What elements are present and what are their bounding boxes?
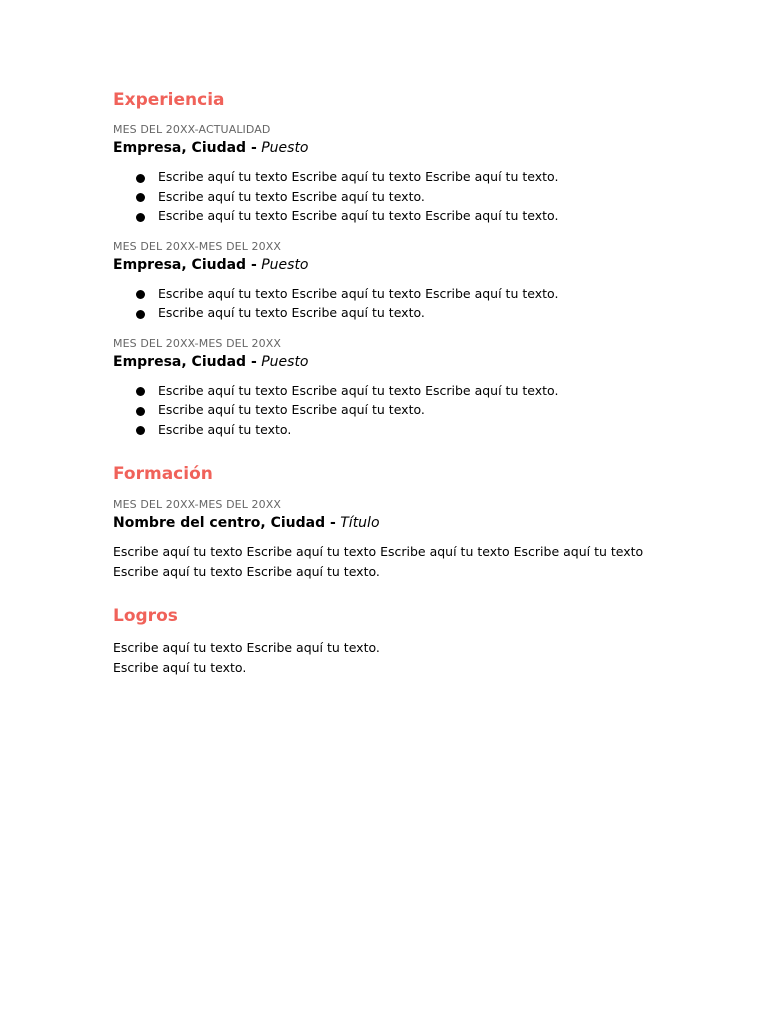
experience-entry: [113, 122, 673, 226]
education-description: Escribe aquí tu texto Escribe aquí tu texto Escribe aquí tu texto Escribe aquí tu texto Escribe aquí tu texto Escribe aquí tu texto.: [113, 544, 644, 579]
list-item: [113, 167, 673, 187]
entry-bullets: [113, 284, 673, 323]
bullet-icon: [136, 174, 145, 183]
entry-company: Empresa, Ciudad -: [113, 140, 257, 156]
experience-entry: [113, 239, 673, 323]
entry-bullets: [113, 381, 673, 440]
entry-title: [113, 255, 673, 275]
list-item: [113, 381, 673, 401]
entry-date: MES DEL 20XX-MES DEL 20XX: [113, 336, 281, 350]
experience-entry: [113, 336, 673, 440]
list-item-text: Escribe aquí tu texto Escribe aquí tu texto Escribe aquí tu texto.: [158, 169, 559, 184]
list-item: [113, 206, 673, 226]
bullet-icon: [136, 213, 145, 222]
bullet-icon: [136, 407, 145, 416]
entry-title: [113, 138, 673, 158]
bullet-icon: [136, 387, 145, 396]
education-section: [113, 460, 673, 581]
entry-company: Empresa, Ciudad -: [113, 353, 257, 370]
list-item: [113, 187, 673, 207]
achievements-text: Escribe aquí tu texto Escribe aquí tu texto. Escribe aquí tu texto.: [113, 640, 380, 675]
entry-institution: Nombre del centro, Ciudad -: [113, 515, 336, 531]
experience-section: [113, 86, 673, 439]
entry-title: [113, 513, 673, 533]
list-item-text: Escribe aquí tu texto Escribe aquí tu texto Escribe aquí tu texto.: [158, 285, 559, 301]
experience-heading: Experiencia: [113, 90, 225, 110]
resume-page: [113, 86, 673, 677]
entry-company: Empresa, Ciudad -: [113, 256, 257, 273]
list-item-text: Escribe aquí tu texto Escribe aquí tu texto.: [158, 188, 425, 204]
list-item: [113, 303, 673, 323]
bullet-icon: [136, 193, 145, 202]
list-item-text: Escribe aquí tu texto.: [158, 421, 292, 437]
achievements-section: [113, 602, 673, 677]
bullet-icon: [136, 290, 145, 299]
entry-date: MES DEL 20XX-MES DEL 20XX: [113, 239, 281, 253]
list-item-text: Escribe aquí tu texto Escribe aquí tu texto.: [158, 305, 425, 320]
list-item: [113, 400, 673, 420]
bullet-icon: [136, 426, 145, 435]
list-item-text: Escribe aquí tu texto Escribe aquí tu texto.: [158, 402, 425, 417]
list-item: [113, 420, 673, 440]
list-item-text: Escribe aquí tu texto Escribe aquí tu texto Escribe aquí tu texto.: [158, 382, 559, 398]
entry-role: Puesto: [261, 256, 309, 273]
list-item: [113, 284, 673, 304]
entry-degree: Título: [340, 515, 380, 531]
bullet-icon: [136, 310, 145, 319]
entry-role: Puesto: [261, 140, 309, 156]
entry-date: MES DEL 20XX-ACTUALIDAD: [113, 123, 271, 136]
list-item-text: Escribe aquí tu texto Escribe aquí tu texto Escribe aquí tu texto.: [158, 208, 559, 223]
achievements-heading: Logros: [113, 606, 178, 626]
entry-title: [113, 352, 673, 372]
entry-bullets: [113, 167, 673, 226]
entry-date: MES DEL 20XX-MES DEL 20XX: [113, 498, 281, 511]
education-heading: Formación: [113, 464, 213, 484]
entry-role: Puesto: [261, 353, 309, 370]
